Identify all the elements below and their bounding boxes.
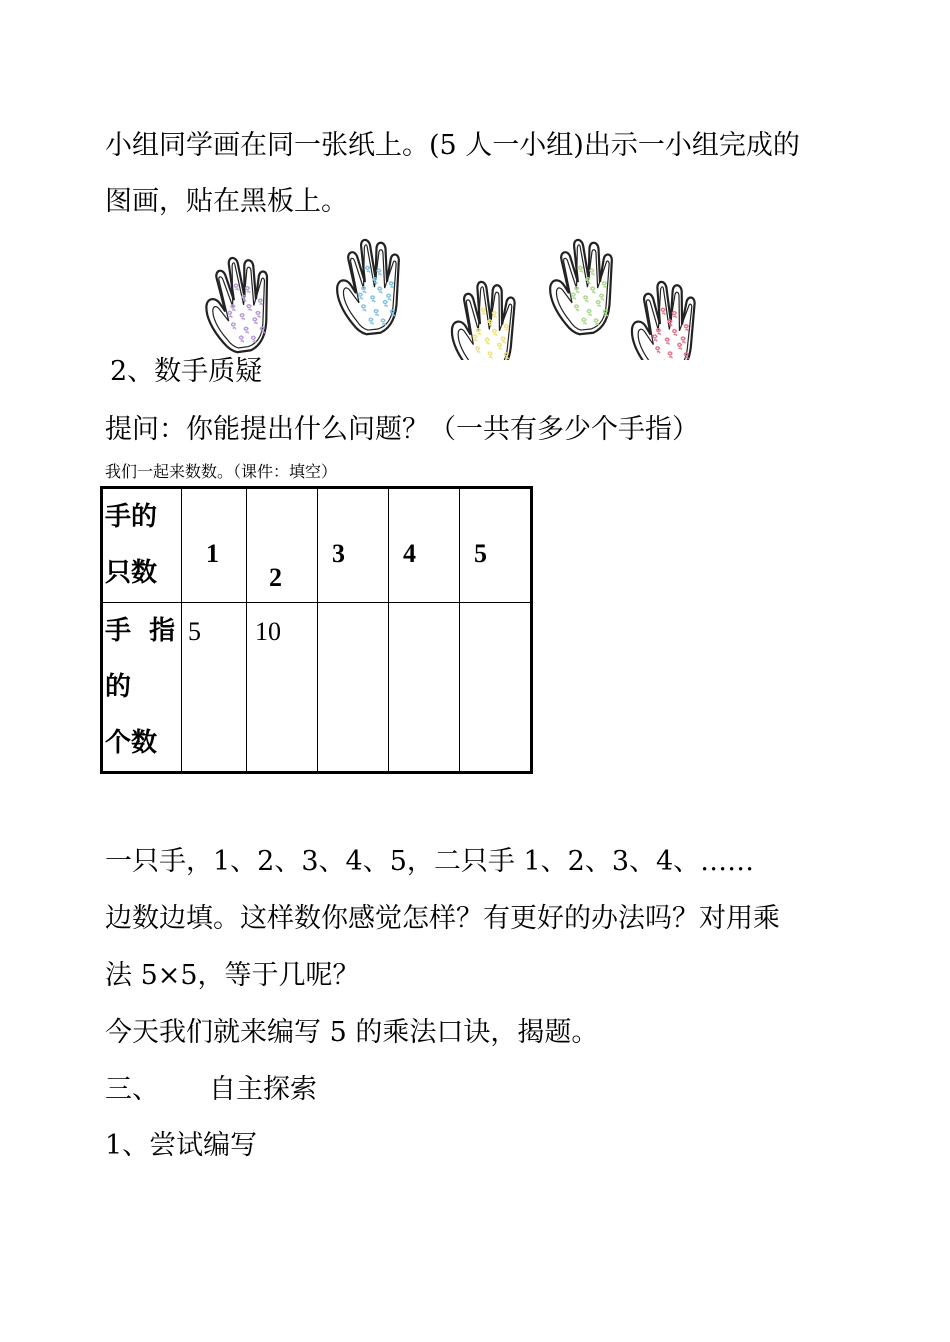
- table-cell: 10: [247, 603, 318, 773]
- table-row: [102, 603, 532, 773]
- section-number: 三、: [105, 1074, 159, 1105]
- subsection-heading: 1、尝试编写: [105, 1130, 258, 1161]
- table-cell: 5: [182, 603, 247, 773]
- counting-line: 一只手，1、2、3、4、5，二只手 1、2、3、4、……: [105, 846, 755, 877]
- section-heading-2: 2、数手质疑: [110, 356, 263, 387]
- table-cell: 1: [182, 488, 247, 603]
- table-header-fingers: 手 指 的 个数: [102, 603, 182, 773]
- hand-drawings: [0, 0, 950, 360]
- paragraph-8: 法 5×5，等于几呢？: [105, 960, 360, 991]
- table-cell: [318, 603, 389, 773]
- section-title: 自主探索: [209, 1074, 317, 1105]
- table-header-hands: 手的 只数: [102, 488, 182, 603]
- table-cell: 2: [247, 488, 318, 603]
- table-cell: 4: [389, 488, 460, 603]
- count-instruction: 我们一起来数数。（课件：填空）: [105, 462, 338, 481]
- section-heading-3: [105, 1074, 317, 1106]
- paragraph-1: 小组同学画在同一张纸上。(5 人一小组)出示一小组完成的: [105, 130, 800, 161]
- table-cell: [460, 603, 532, 773]
- paragraph-7: 边数边填。这样数你感觉怎样？有更好的办法吗？对用乘: [105, 903, 780, 934]
- paragraph-9: 今天我们就来编写 5 的乘法口诀，揭题。: [105, 1017, 599, 1048]
- hand-4-icon: [545, 237, 619, 337]
- table-cell: 3: [318, 488, 389, 603]
- finger-count-table: [100, 486, 533, 774]
- table-cell: 5: [460, 488, 532, 603]
- hand-2-icon: [332, 237, 406, 337]
- hand-1-icon: [200, 254, 277, 356]
- table-row: [102, 488, 532, 603]
- paragraph-2: 图画，贴在黑板上。: [105, 186, 348, 217]
- hand-5-icon: [629, 280, 700, 360]
- table-cell: [389, 603, 460, 773]
- hand-3-icon: [449, 280, 520, 360]
- question-line: 提问：你能提出什么问题？（一共有多少个手指）: [105, 414, 699, 445]
